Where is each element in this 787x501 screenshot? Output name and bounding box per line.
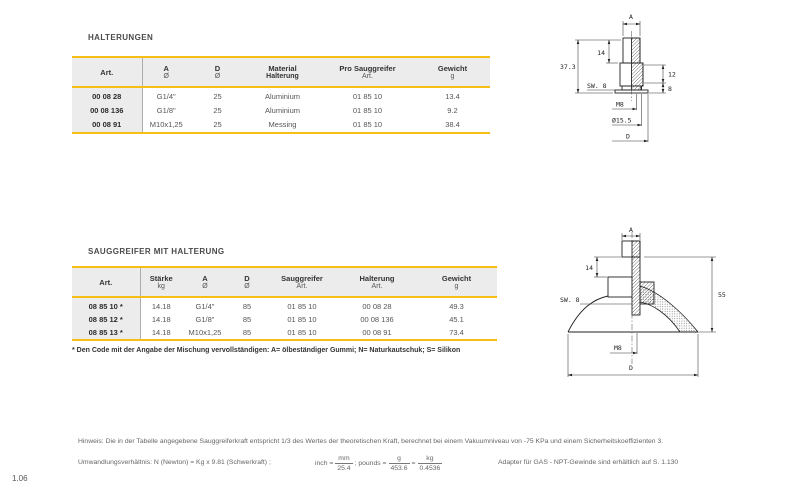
col-header-art <box>72 267 140 297</box>
sauggreifer-technical-drawing <box>532 224 787 392</box>
halterung-technical-drawing <box>558 5 748 153</box>
dim-label-37-3: 37.3 <box>560 63 576 71</box>
cell-material: Messing <box>268 120 297 129</box>
insert-section-hatch <box>632 257 640 315</box>
col-label: A <box>202 273 208 283</box>
dim-label-8: 8 <box>668 85 672 93</box>
dim-label-12: 12 <box>668 70 676 79</box>
halterungen-table <box>72 56 490 134</box>
col-header-gewicht <box>415 57 490 87</box>
col-sub: Ø <box>202 282 208 290</box>
cell-gewicht: 9.2 <box>447 106 458 115</box>
col-sub: kg <box>157 282 165 290</box>
table-row <box>72 118 490 133</box>
dim-label-dia15-5: Ø15.5 <box>612 116 632 125</box>
col-label: A <box>163 63 169 73</box>
cell-d: 85 <box>242 328 252 337</box>
cell-d: 85 <box>242 302 252 311</box>
cell-a: G1/4" <box>156 92 176 101</box>
cell-a: M10x1,25 <box>188 328 222 337</box>
col-header-halterung <box>338 267 416 297</box>
flange-section-hatch <box>632 86 642 90</box>
conversion-note-row <box>78 452 783 474</box>
cell-pro-sauggreifer: 01 85 10 <box>352 92 383 101</box>
cell-staerke: 14.18 <box>151 328 171 337</box>
cell-art: 08 85 12 * <box>72 313 140 326</box>
col-header-staerke <box>140 267 182 297</box>
dim-label-sw8: SW. 8 <box>587 82 607 90</box>
cell-d: 25 <box>213 92 222 101</box>
col-label: Gewicht <box>441 273 472 283</box>
dim-label-a: A <box>629 226 633 234</box>
cell-a: G1/8" <box>195 315 215 324</box>
col-sub: Ø <box>244 282 250 290</box>
col-sub: Art. <box>296 282 308 290</box>
fraction-denominator: 25.4 <box>337 464 351 472</box>
dim-label-m8: M8 <box>616 100 624 109</box>
cell-gewicht: 38.4 <box>445 120 460 129</box>
dim-label-a: A <box>629 13 633 21</box>
cell-pro-sauggreifer: 01 85 10 <box>352 120 383 129</box>
pounds-fraction <box>389 454 410 473</box>
fraction-denominator: 453.6 <box>390 464 408 472</box>
col-label: Sauggreifer <box>281 273 323 283</box>
dim-label-55: 55 <box>718 291 726 299</box>
dimension-lines <box>568 233 716 377</box>
cell-gewicht: 13.4 <box>445 92 460 101</box>
cell-sauggreifer: 01 85 10 <box>287 328 317 337</box>
cell-art: 00 08 91 <box>72 118 142 133</box>
cell-staerke: 14.18 <box>151 315 171 324</box>
cell-material: Aluminium <box>264 92 300 101</box>
cell-gewicht: 45.1 <box>449 315 464 324</box>
col-label: D <box>244 273 250 283</box>
col-header-gewicht <box>416 267 497 297</box>
dim-label-m8: M8 <box>614 344 622 352</box>
col-header-art <box>72 57 142 87</box>
fraction-denominator: 0.4536 <box>419 464 441 472</box>
col-sub: g <box>454 282 459 290</box>
cell-d: 85 <box>242 315 252 324</box>
col-header-a <box>142 57 190 87</box>
pounds-formula-label: ; pounds = <box>354 459 387 467</box>
table-row <box>72 313 497 326</box>
sauggreifer-table <box>72 266 497 341</box>
cell-art: 00 08 28 <box>72 87 142 104</box>
inch-fraction <box>335 454 352 473</box>
col-label: Halterung <box>359 273 395 283</box>
section-title-halterungen: HALTERUNGEN <box>88 33 154 42</box>
col-sub: Ø <box>214 72 221 80</box>
conversion-formulas <box>315 452 444 474</box>
cell-halterung: 00 08 91 <box>362 328 392 337</box>
col-sub: Art. <box>371 282 383 290</box>
col-label: Art. <box>100 67 114 77</box>
section-title-sauggreifer: SAUGGREIFER MIT HALTERUNG <box>88 247 225 256</box>
sauggreifer-header-row <box>72 267 497 297</box>
cell-pro-sauggreifer: 01 85 10 <box>352 106 383 115</box>
col-sub: Ø <box>163 72 169 80</box>
col-label: Art. <box>99 277 113 287</box>
col-label: Pro Sauggreifer <box>339 63 396 73</box>
halterungen-header-row <box>72 57 490 87</box>
cell-art: 08 85 13 * <box>72 326 140 340</box>
cell-halterung: 00 08 28 <box>362 302 392 311</box>
cell-art: 00 08 136 <box>72 104 142 118</box>
col-header-material <box>245 57 320 87</box>
table-row <box>72 87 490 104</box>
col-header-d <box>228 267 266 297</box>
col-header-a <box>182 267 228 297</box>
mixture-code-footnote: * Den Code mit der Angabe der Mischung vervollständigen: A= ölbeständiger Gummi; N= Naturkautschuk; S= Silikon <box>72 347 461 354</box>
cell-art: 08 85 10 * <box>72 297 140 313</box>
dim-label-sw8: SW. 8 <box>560 296 580 304</box>
page-number: 1.06 <box>12 474 28 483</box>
col-label: Stärke <box>149 273 173 283</box>
cell-a: G1/8" <box>156 106 176 115</box>
body-section-hatch <box>632 63 644 86</box>
col-header-pro-sauggreifer <box>320 57 415 87</box>
cell-gewicht: 49.3 <box>449 302 464 311</box>
cell-material: Aluminium <box>264 106 300 115</box>
conversion-prefix: Umwandlungsverhältnis: N (Newton) = Kg x 9.81 (Schwerkraft) ; <box>78 459 271 466</box>
cell-d: 25 <box>213 106 222 115</box>
stem-section-hatch <box>632 38 641 63</box>
stem-section-hatch <box>632 241 640 257</box>
fraction-numerator: g <box>389 454 410 464</box>
hinweis-note: Hinweis: Die in der Tabelle angegebene Sauggreiferkraft entspricht 1/3 des Wertes der theoretischen Kraft, berechnet bei einem Vakuumniveau von -75 KPa und einem Sicherheitskoeffizienten 3. <box>78 438 664 445</box>
rubber-section <box>640 286 698 332</box>
cell-d: 25 <box>213 120 222 129</box>
col-label: Gewicht <box>437 63 468 73</box>
part-outline <box>568 241 698 332</box>
cell-a: M10x1,25 <box>149 120 183 129</box>
cell-gewicht: 73.4 <box>449 328 464 337</box>
col-sub: Halterung <box>266 72 299 80</box>
cell-staerke: 14.18 <box>151 302 171 311</box>
col-label: D <box>214 63 221 73</box>
fraction-numerator: mm <box>335 454 352 464</box>
dim-label-d: D <box>626 132 630 141</box>
col-header-sauggreifer <box>266 267 338 297</box>
cell-sauggreifer: 01 85 10 <box>287 315 317 324</box>
dim-label-14: 14 <box>597 49 605 57</box>
table-row <box>72 326 497 340</box>
table-row <box>72 104 490 118</box>
col-label: Material <box>268 63 297 73</box>
kg-fraction <box>418 454 443 473</box>
dim-label-d: D <box>629 364 633 372</box>
hex-body-outline <box>608 277 632 297</box>
dim-label-14: 14 <box>585 264 593 272</box>
equals-sign: = <box>411 459 416 467</box>
table-row <box>72 297 497 313</box>
col-sub: Art. <box>362 72 373 80</box>
adapter-note: Adapter für GAS - NPT-Gewinde sind erhältlich auf S. 1.130 <box>498 459 679 466</box>
inch-formula-label: inch = <box>315 459 334 467</box>
cell-a: G1/4" <box>195 302 215 311</box>
col-sub: g <box>450 72 455 80</box>
fraction-numerator: kg <box>418 454 443 464</box>
col-header-d <box>190 57 245 87</box>
cell-halterung: 00 08 136 <box>360 315 394 324</box>
cell-sauggreifer: 01 85 10 <box>287 302 317 311</box>
